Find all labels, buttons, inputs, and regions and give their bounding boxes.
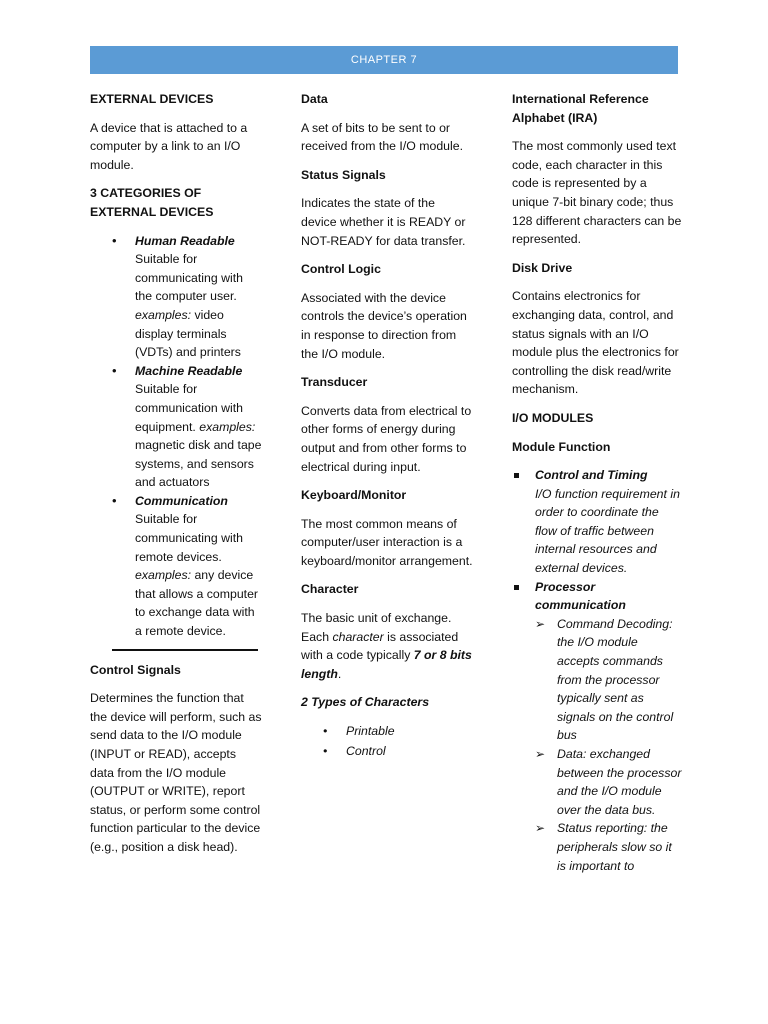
control-logic-definition: Associated with the device controls the device’s operation in response to direction from the I/O module.	[301, 290, 467, 361]
category-description: Suitable for communicating with the computer user.	[135, 252, 243, 304]
chapter-banner: CHAPTER 7	[90, 46, 678, 74]
category-description: Suitable for communicating with remote devices.	[135, 512, 243, 564]
io-modules-heading: I/O MODULES	[512, 410, 594, 425]
character-def-part: The basic unit of exchange. Each	[301, 611, 452, 644]
column-middle	[301, 90, 473, 766]
category-item	[90, 492, 262, 641]
keyboard-monitor-heading: Keyboard/Monitor	[301, 488, 407, 503]
character-type-item: • Control	[301, 742, 473, 761]
status-signals-definition: Indicates the state of the device whether it is READY or NOT-READY for data transfer.	[301, 196, 466, 248]
processor-communication-list	[535, 615, 682, 875]
external-devices-heading: EXTERNAL DEVICES	[90, 92, 214, 106]
external-devices-definition: A device that is attached to a computer by a link to an I/O module.	[90, 120, 248, 172]
sub-item: ➢ Data: exchanged between the processor and the I/O module over the data bus.	[535, 745, 682, 819]
sub-item: ➢ Status reporting: the peripherals slow so it is important to	[535, 819, 682, 875]
category-title: • Machine Readable	[135, 363, 243, 378]
category-item	[90, 362, 262, 492]
module-function-title: Control and Timing	[535, 468, 648, 483]
categories-heading: 3 CATEGORIES OF EXTERNAL DEVICES	[90, 186, 214, 219]
transducer-heading: Transducer	[301, 375, 368, 390]
character-heading: Character	[301, 582, 359, 597]
character-definition	[301, 609, 473, 683]
examples-text: magnetic disk and tape systems, and sensors and actuators	[135, 438, 262, 490]
ira-definition: The most commonly used text code, each character in this code is represented by a unique 7-bit binary code; thus 128 different characters can be represented.	[512, 139, 682, 247]
examples-text: any device that allows a computer to exchange data with a remote device.	[135, 568, 259, 639]
sub-item: ➢ Command Decoding: the I/O module accepts commands from the processor typically sent as signals on the control bus	[535, 615, 682, 745]
status-signals-heading: Status Signals	[301, 167, 386, 182]
keyboard-monitor-definition: The most common means of computer/user interaction is a keyboard/monitor arrangement.	[301, 516, 473, 568]
character-def-part: is associated with a code typically	[301, 629, 459, 663]
column-right	[512, 90, 682, 875]
examples-label: examples:	[135, 307, 192, 322]
module-function-item	[512, 578, 682, 876]
disk-drive-heading: Disk Drive	[512, 260, 573, 275]
module-function-description: I/O function requirement in order to coordinate the flow of traffic between internal resources and external devices.	[535, 486, 680, 576]
disk-drive-definition: Contains electronics for exchanging data, control, and status signals with an I/O module plus the electronics for controlling the disk read/write mechanism.	[512, 289, 679, 397]
examples-text: video display terminals (VDTs) and printers	[135, 307, 241, 360]
module-function-heading: Module Function	[512, 439, 611, 454]
control-signals-heading: Control Signals	[90, 662, 181, 677]
control-logic-heading: Control Logic	[301, 262, 381, 277]
character-def-part: .	[337, 666, 342, 681]
module-function-item	[512, 466, 682, 578]
categories-list	[90, 232, 262, 641]
category-description: Suitable for communication with equipment.	[135, 382, 243, 434]
character-term: character	[332, 629, 384, 644]
transducer-definition: Converts data from electrical to other forms of energy during output and from other forms to electrical during input.	[301, 403, 472, 474]
bit-length-emphasis: 7 or 8 bits length	[301, 648, 472, 681]
category-title: • Human Readable	[135, 233, 235, 248]
character-types-heading: 2 Types of Characters	[301, 695, 430, 710]
data-heading: Data	[301, 92, 328, 106]
character-type-item: • Printable	[301, 722, 473, 741]
data-definition: A set of bits to be sent to or received from the I/O module.	[301, 120, 463, 154]
category-title: • Communication	[135, 493, 228, 508]
module-function-title: Processor communication	[535, 579, 626, 613]
examples-label: examples:	[199, 419, 256, 434]
module-function-list	[512, 466, 682, 875]
column-left	[90, 90, 262, 867]
control-signals-definition: Determines the function that the device will perform, such as send data to the I/O module (INPUT or READ), accepts data from the I/O module (OUTPUT or WRITE), report status, or perform some control function particular to the device (e.g., position a disk head).	[90, 691, 262, 854]
section-divider	[112, 649, 258, 651]
category-item	[90, 232, 262, 362]
examples-label: examples:	[135, 568, 192, 583]
ira-heading: International Reference Alphabet (IRA)	[512, 92, 649, 125]
character-types-list	[301, 722, 473, 760]
